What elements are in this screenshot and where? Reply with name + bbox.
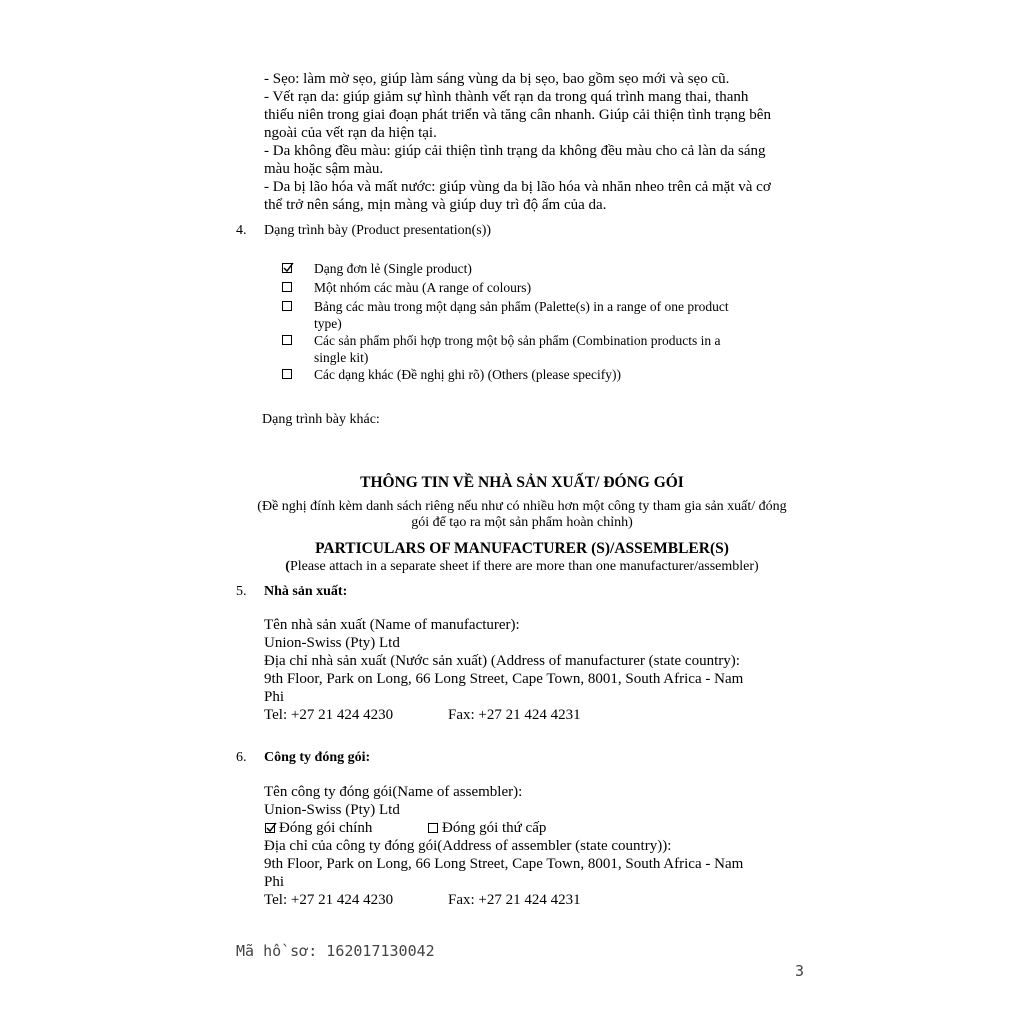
section-5-title: Nhà sản xuất:	[264, 584, 348, 599]
effects-line: - Vết rạn da: giúp giảm sự hình thành vết rạn da trong quá trình mang thai, thanh	[264, 89, 749, 105]
checkmark-icon	[265, 822, 277, 834]
attachment-note-vi-2: gói để tạo ra một sản phẩm hoàn chỉnh)	[411, 515, 633, 530]
section-6-title: Công ty đóng gói:	[264, 750, 371, 765]
option-label-cont: type)	[314, 316, 342, 331]
assembler-tel: Tel: +27 21 424 4230	[264, 892, 394, 908]
note-en-paren: (	[285, 559, 290, 574]
checkmark-icon	[282, 262, 294, 274]
manufacturer-name-label: Tên nhà sản xuất (Name of manufacturer):	[264, 617, 520, 633]
option-label: Bảng các màu trong một dạng sản phẩm (Palette(s) in a range of one product	[314, 299, 729, 314]
assembler-address-cont: Phi	[264, 874, 285, 890]
option-label: Dạng đơn lẻ (Single product)	[314, 261, 472, 276]
checkbox-single-product[interactable]	[282, 263, 292, 273]
section-6-number: 6.	[236, 750, 247, 765]
assembler-name-label: Tên công ty đóng gói(Name of assembler):	[264, 784, 523, 800]
option-label: Các dạng khác (Đề nghị ghi rõ) (Others (please specify))	[314, 367, 622, 382]
primary-assembly-label: Đóng gói chính	[279, 820, 373, 836]
file-code: Mã hồ sơ: 162017130042	[236, 942, 435, 960]
assembler-name: Union-Swiss (Pty) Ltd	[264, 802, 400, 818]
section-4-title: Dạng trình bày (Product presentation(s))	[264, 223, 492, 238]
manufacturer-address-label: Địa chỉ nhà sản xuất (Nước sản xuất) (Address of manufacturer (state country):	[264, 653, 740, 669]
note-en-text: Please attach in a separate sheet if there are more than one manufacturer/assembler)	[289, 559, 759, 574]
manufacturer-tel: Tel: +27 21 424 4230	[264, 707, 394, 723]
effects-line: thiếu niên trong giai đoạn phát triển và tăng cân nhanh. Giúp cải thiện tình trạng bên	[264, 107, 771, 123]
effects-line: màu hoặc sậm màu.	[264, 161, 384, 177]
assembler-fax: Fax: +27 21 424 4231	[448, 892, 581, 908]
effects-line: thể trở nên sáng, mịn màng và giúp duy trì độ ẩm của da.	[264, 197, 607, 213]
assembler-address-label: Địa chỉ của công ty đóng gói(Address of assembler (state country)):	[264, 838, 672, 854]
section-4-number: 4.	[236, 223, 247, 238]
manufacturer-block	[264, 616, 743, 724]
manufacturer-address-cont: Phi	[264, 689, 285, 705]
section-5-number: 5.	[236, 584, 247, 599]
attachment-note-en	[200, 558, 844, 575]
manufacturer-address: 9th Floor, Park on Long, 66 Long Street, Cape Town, 8001, South Africa - Nam	[264, 671, 744, 687]
secondary-assembly-label: Đóng gói thứ cấp	[442, 820, 547, 836]
checkbox-range-of-colours[interactable]	[282, 282, 292, 292]
option-label: Các sản phẩm phối hợp trong một bộ sản phẩm (Combination products in a	[314, 333, 721, 348]
manufacturer-fax: Fax: +27 21 424 4231	[448, 707, 581, 723]
checkbox-secondary-assembly[interactable]	[428, 823, 438, 833]
attachment-note-vi-1: (Đề nghị đính kèm danh sách riêng nếu như có nhiều hơn một công ty tham gia sản xuất/ đóng	[257, 499, 787, 514]
effects-line: - Da bị lão hóa và mất nước: giúp vùng da bị lão hóa và nhăn nheo trên cả mặt và cơ	[264, 179, 771, 195]
option-label-cont: single kit)	[314, 350, 369, 365]
heading-english: PARTICULARS OF MANUFACTURER (S)/ASSEMBLER(S)	[315, 540, 729, 557]
effects-line: ngoài của vết rạn da hiện tại.	[264, 125, 437, 141]
option-label: Một nhóm các màu (A range of colours)	[314, 280, 532, 295]
effects-line: - Da không đều màu: giúp cải thiện tình trạng da không đều màu cho cả làn da sáng	[264, 143, 766, 159]
other-presentation-label: Dạng trình bày khác:	[262, 412, 380, 427]
assembler-address: 9th Floor, Park on Long, 66 Long Street, Cape Town, 8001, South Africa - Nam	[264, 856, 744, 872]
page-number: 3	[795, 962, 805, 980]
heading-vietnamese: THÔNG TIN VỀ NHÀ SẢN XUẤT/ ĐÓNG GÓI	[360, 474, 684, 491]
checkbox-combination-products[interactable]	[282, 335, 292, 345]
checkbox-primary-assembly[interactable]	[265, 823, 275, 833]
effects-line: - Sẹo: làm mờ sẹo, giúp làm sáng vùng da bị sẹo, bao gồm sẹo mới và sẹo cũ.	[264, 71, 730, 87]
assembler-block	[264, 783, 743, 909]
checkbox-palette[interactable]	[282, 301, 292, 311]
effects-paragraph	[264, 70, 771, 214]
checkbox-others[interactable]	[282, 369, 292, 379]
manufacturer-name: Union-Swiss (Pty) Ltd	[264, 635, 400, 651]
